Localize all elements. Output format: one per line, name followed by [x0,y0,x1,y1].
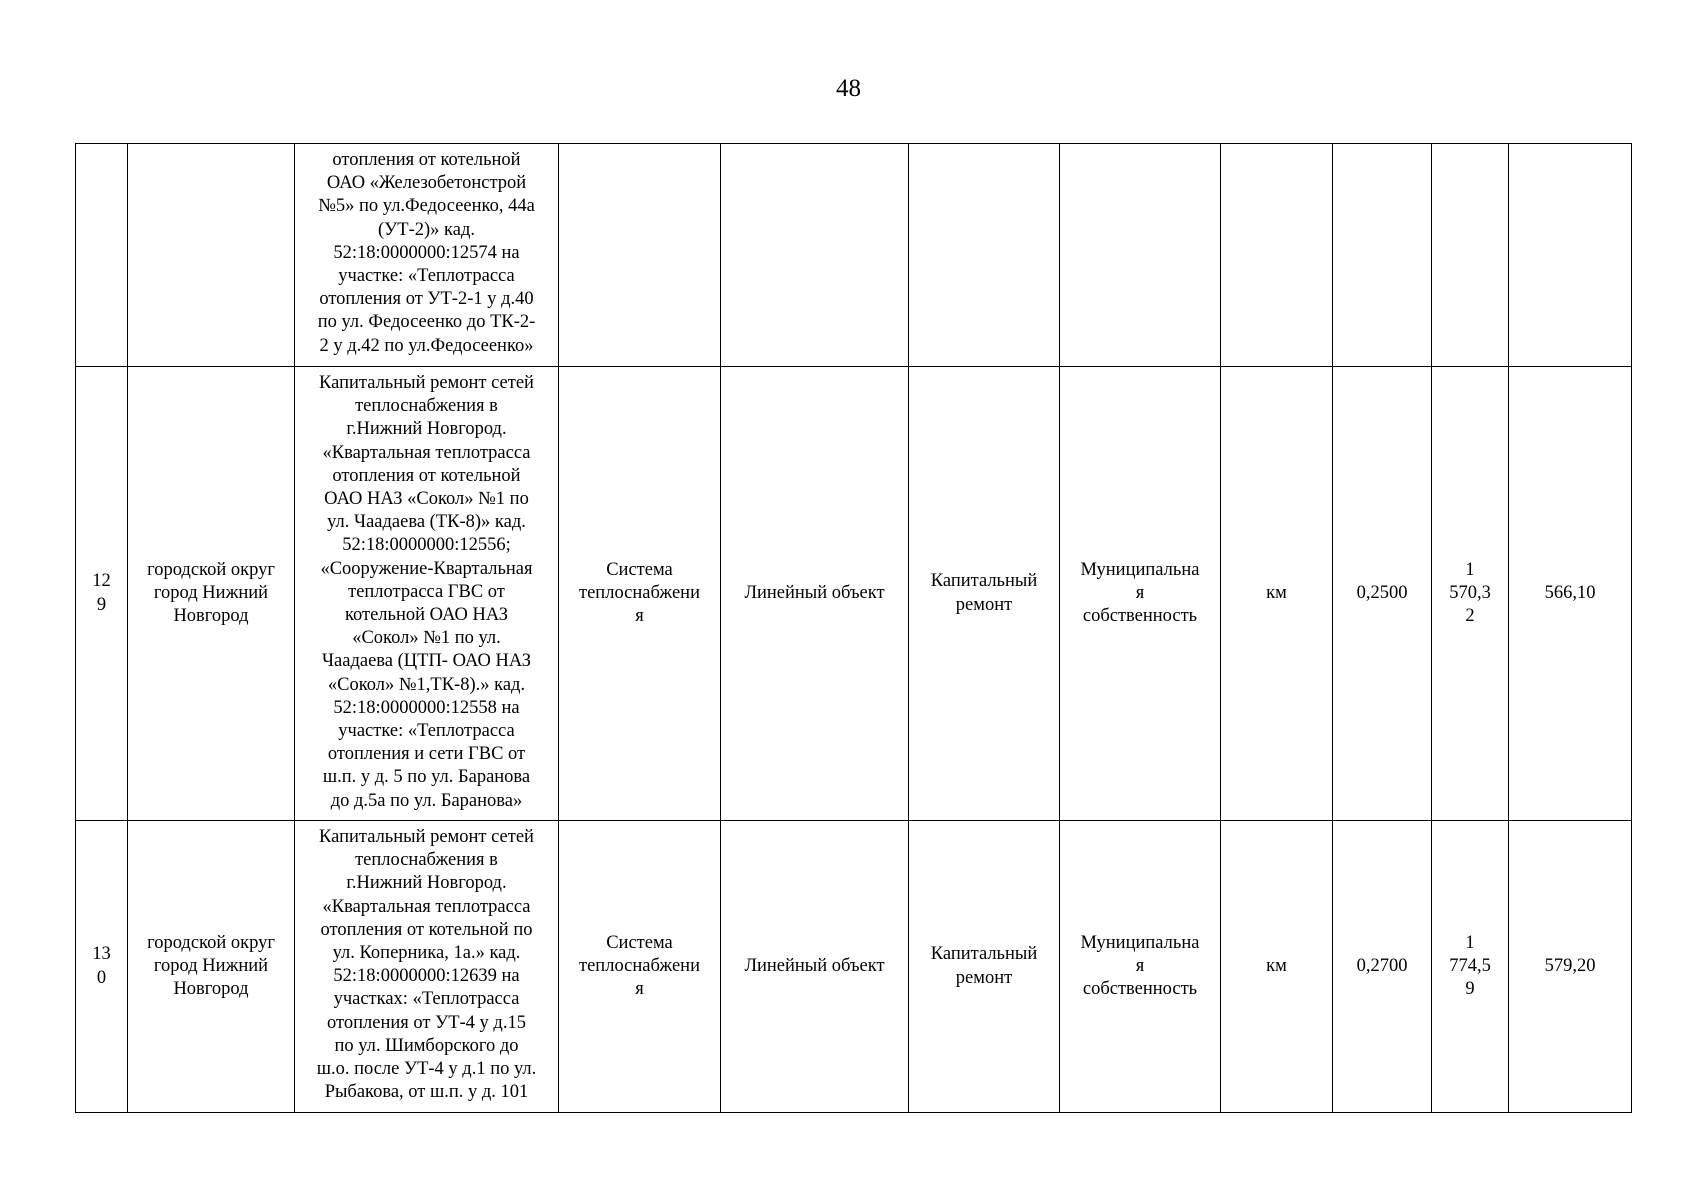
object-type-cell: Линейный объект [721,821,909,1113]
work-type-cell: Капитальный ремонт [909,367,1060,821]
description-cell: отопления от котельной ОАО «Железобетонстрой №5» по ул.Федосеенко, 44а (УТ-2)» кад. 52:18:0000000:12574 на участке: «Теплотрасса отопления от УТ-2-1 у д.40 по ул. Федосеенко до ТК-2- 2 у д.42 по ул.Федосеенко» [295,144,559,367]
quantity-cell: 0,2500 [1333,367,1432,821]
work-type-cell [909,144,1060,367]
territory-cell [128,144,295,367]
system-cell: Система теплоснабжени я [559,821,721,1113]
row-number-cell: 13 0 [76,821,128,1113]
ownership-cell: Муниципальна я собственность [1060,367,1221,821]
system-cell [559,144,721,367]
system-cell: Система теплоснабжени я [559,367,721,821]
cost2-cell: 566,10 [1509,367,1632,821]
unit-cell: км [1221,821,1333,1113]
works-table [75,143,1632,1113]
work-type-cell: Капитальный ремонт [909,821,1060,1113]
quantity-cell: 0,2700 [1333,821,1432,1113]
page-number: 48 [836,75,861,102]
object-type-cell [721,144,909,367]
object-type-cell: Линейный объект [721,367,909,821]
table-row [76,367,1632,821]
unit-cell [1221,144,1333,367]
row-number-cell [76,144,128,367]
cost2-cell [1509,144,1632,367]
cost-cell: 1 774,5 9 [1432,821,1509,1113]
territory-cell: городской округ город Нижний Новгород [128,367,295,821]
ownership-cell [1060,144,1221,367]
table-row [76,144,1632,367]
unit-cell: км [1221,367,1333,821]
cost-cell [1432,144,1509,367]
cost2-cell: 579,20 [1509,821,1632,1113]
description-cell: Капитальный ремонт сетей теплоснабжения в г.Нижний Новгород. «Квартальная теплотрасса отопления от котельной ОАО НАЗ «Сокол» №1 по ул. Чаадаева (ТК-8)» кад. 52:18:0000000:12556; «Сооружение-Квартальная теплотрасса ГВС от котельной ОАО НАЗ «Сокол» №1 по ул. Чаадаева (ЦТП- ОАО НАЗ «Сокол» №1,ТК-8).» кад. 52:18:0000000:12558 на участке: «Теплотрасса отопления и сети ГВС от ш.п. у д. 5 по ул. Баранова до д.5а по ул. Баранова» [295,367,559,821]
cost-cell: 1 570,3 2 [1432,367,1509,821]
ownership-cell: Муниципальна я собственность [1060,821,1221,1113]
quantity-cell [1333,144,1432,367]
row-number-cell: 12 9 [76,367,128,821]
table-row [76,821,1632,1113]
description-cell: Капитальный ремонт сетей теплоснабжения в г.Нижний Новгород. «Квартальная теплотрасса отопления от котельной по ул. Коперника, 1а.» кад. 52:18:0000000:12639 на участках: «Теплотрасса отопления от УТ-4 у д.15 по ул. Шимборского до ш.о. после УТ-4 у д.1 по ул. Рыбакова, от ш.п. у д. 101 [295,821,559,1113]
territory-cell: городской округ город Нижний Новгород [128,821,295,1113]
